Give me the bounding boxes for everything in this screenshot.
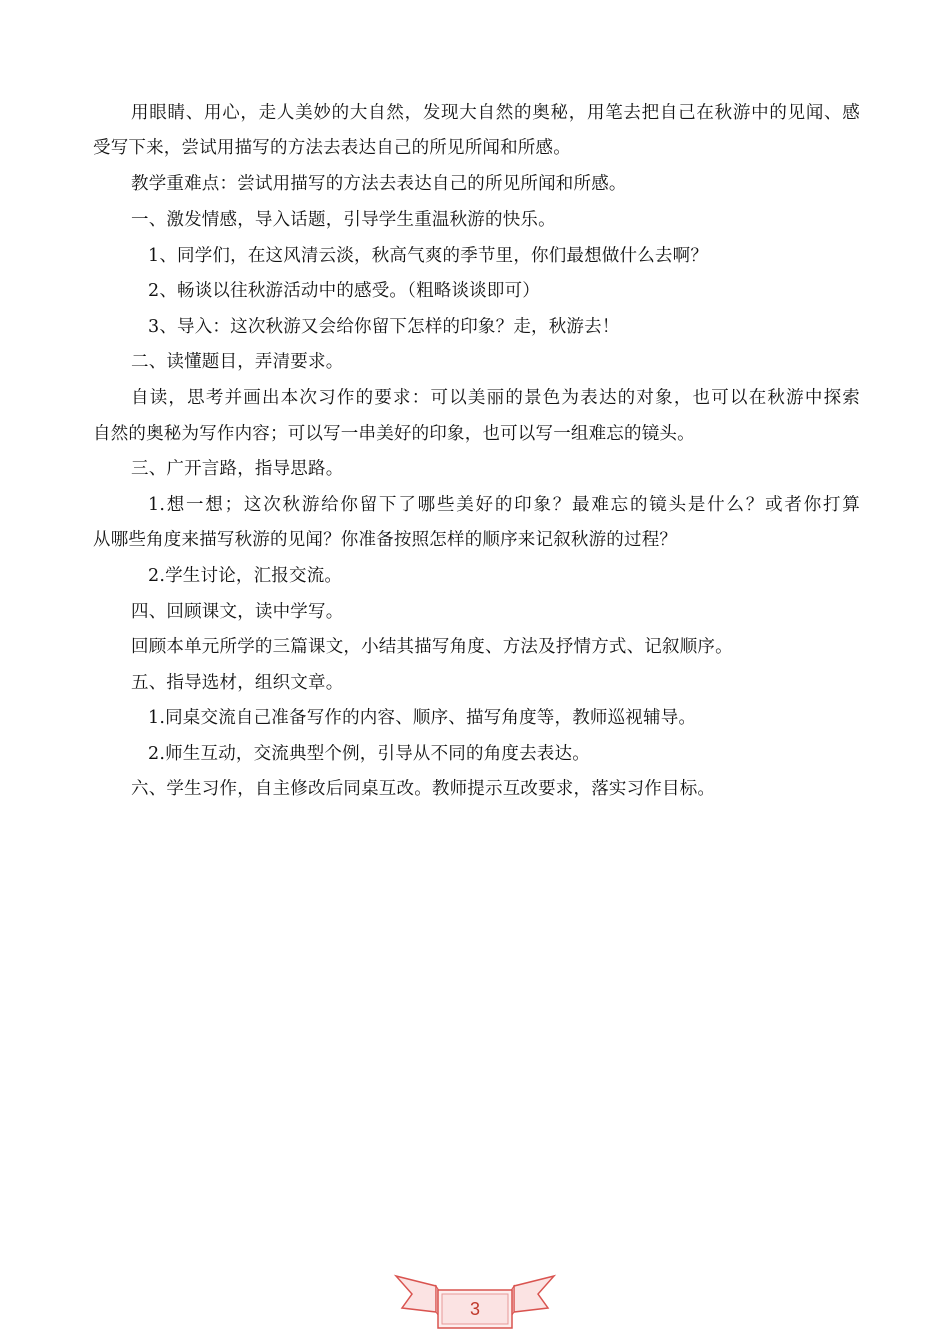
- paragraph-line-4: 自然的奥秘为写作内容；可以写一串美好的印象，也可以写一组难忘的镜头。: [93, 424, 695, 444]
- section-heading-1: 一、激发情感，导入话题，引导学生重温秋游的快乐。: [131, 210, 556, 230]
- list-item-5-2: 2.师生互动，交流典型个例，引导从不同的角度去表达。: [148, 744, 590, 764]
- paragraph-line-1: 用眼睛、用心，走人美妙的大自然，发现大自然的奥秘，用笔去把自己在秋游中的见闻、感: [131, 103, 860, 123]
- paragraph-line-3: 自读，思考并画出本次习作的要求：可以美丽的景色为表达的对象，也可以在秋游中探索: [131, 388, 860, 408]
- list-item-3-2: 2.学生讨论，汇报交流。: [148, 566, 343, 586]
- list-item-1-3: 3、导入：这次秋游又会给你留下怎样的印象？走，秋游去！: [148, 317, 620, 337]
- page-number-badge: [390, 1268, 560, 1332]
- section-heading-3: 三、广开言路，指导思路。: [131, 459, 344, 479]
- section-heading-4: 四、回顾课文，读中学写。: [131, 602, 344, 622]
- section-heading-5: 五、指导选材，组织文章。: [131, 673, 344, 693]
- list-item-3-1-continued: 从哪些角度来描写秋游的见闻？你准备按照怎样的顺序来记叙秋游的过程？: [93, 530, 678, 550]
- page-number: 3: [469, 1299, 480, 1319]
- teaching-focus-line: 教学重难点：尝试用描写的方法去表达自己的所见所闻和所感。: [131, 174, 627, 194]
- paragraph-line-5: 回顾本单元所学的三篇课文，小结其描写角度、方法及抒情方式、记叙顺序。: [131, 637, 733, 657]
- section-heading-2: 二、读懂题目，弄清要求。: [131, 352, 344, 372]
- paragraph-line-2: 受写下来，尝试用描写的方法去表达自己的所见所闻和所感。: [93, 138, 571, 158]
- section-heading-6: 六、学生习作，自主修改后同桌互改。教师提示互改要求，落实习作目标。: [131, 779, 716, 799]
- list-item-1-2: 2、畅谈以往秋游活动中的感受。（粗略谈谈即可）: [148, 281, 540, 301]
- list-item-5-1: 1.同桌交流自己准备写作的内容、顺序、描写角度等，教师巡视辅导。: [148, 708, 697, 728]
- list-item-3-1: 1.想一想；这次秋游给你留下了哪些美好的印象？最难忘的镜头是什么？或者你打算: [148, 495, 860, 515]
- list-item-1-1: 1、同学们，在这风清云淡，秋高气爽的季节里，你们最想做什么去啊？: [148, 246, 709, 266]
